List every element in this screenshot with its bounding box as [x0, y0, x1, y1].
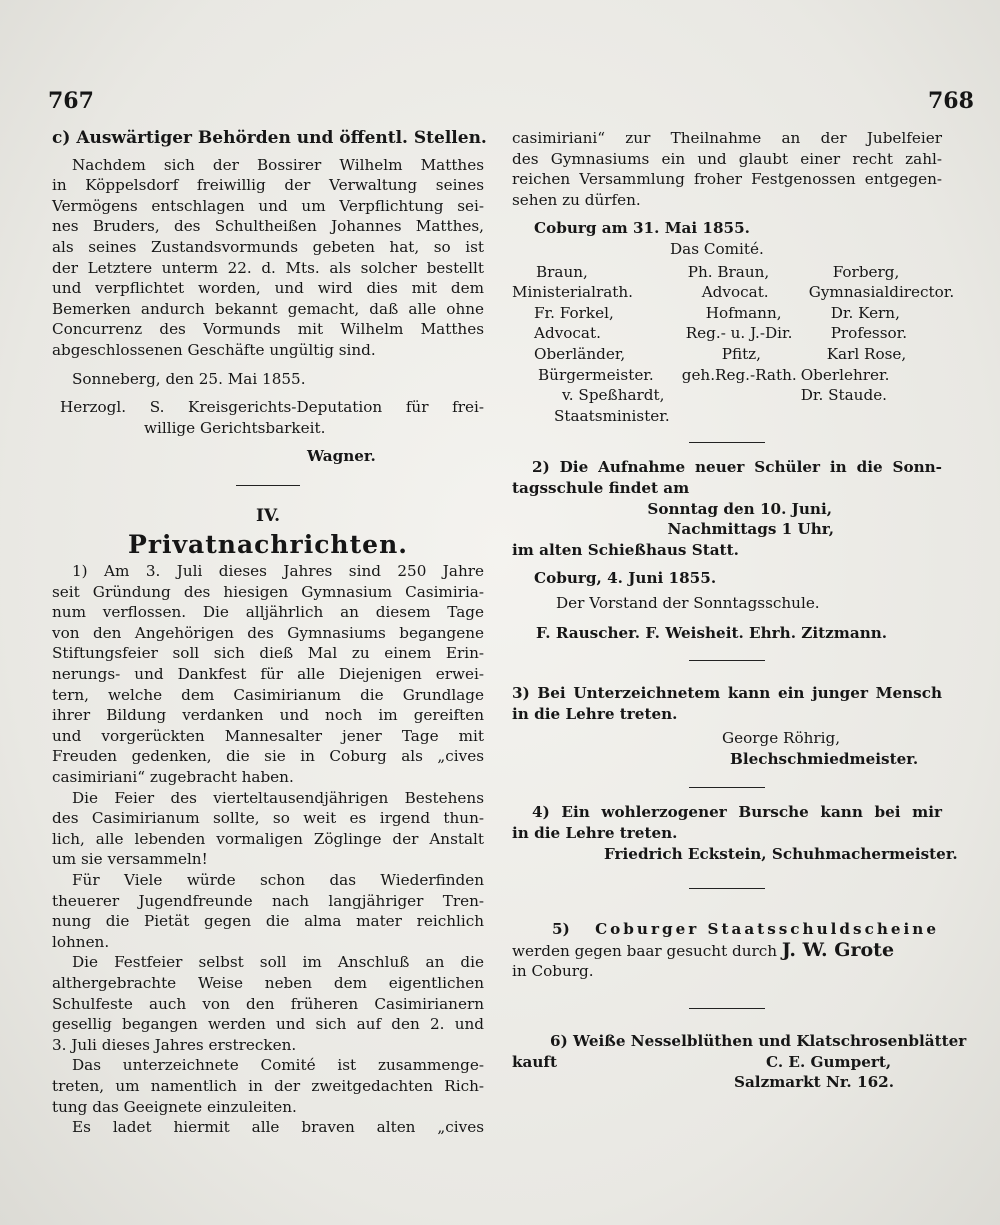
divider: [236, 485, 300, 486]
text-line: in die Lehre treten.: [512, 824, 678, 843]
committee-name: Fr. Forkel,: [534, 303, 614, 322]
section-title: Privatnachrichten.: [128, 529, 408, 559]
committee-name: Oberländer,: [534, 344, 626, 363]
signature: Friedrich Eckstein, Schuhmachermeister.: [604, 844, 958, 863]
committee-title: Advocat.: [534, 324, 601, 343]
continuation-text: [512, 128, 942, 210]
committee-name: Ph. Braun,: [687, 262, 770, 281]
committee-title: [797, 406, 955, 427]
text-line: Nachdem sich der Bossirer Wilhelm Matthes: [72, 155, 484, 174]
committee-list: [512, 262, 955, 427]
text-line: Das unterzeichnete Comité ist zusammenge-: [72, 1056, 484, 1075]
text-line: gesellig begangen werden und sich auf den 2. und: [52, 1015, 484, 1034]
text-line: und vorgerückten Mannesalter jener Tage mit: [52, 726, 484, 745]
text-line: des Gymnasiums ein und glaubt einer recht zahl-: [512, 149, 942, 168]
text-line: in die Lehre treten.: [512, 704, 678, 723]
place-date: Coburg, 4. Juni 1855.: [534, 569, 717, 588]
page-number-right: 768: [928, 88, 974, 114]
text-line: ihrer Bildung verdanken und noch im gereiften: [52, 706, 484, 725]
text-line: 2) Die Aufnahme neuer Schüler in die Sonn-: [532, 458, 942, 477]
text-line: [512, 1052, 942, 1073]
notice-sunday-school: [512, 457, 942, 560]
text-line: Freuden gedenken, die sie in Coburg als „cives: [52, 747, 484, 766]
text-line: lich, alle lebenden vormaligen Zöglinge der Anstalt: [52, 829, 484, 848]
committee-title: Professor.: [830, 324, 908, 343]
buyer-name: C. E. Gumpert,: [766, 1052, 892, 1071]
notice-gymnasium: [52, 561, 484, 1138]
committee-title: Staatsminister.: [554, 406, 670, 425]
page-number-left: 767: [48, 88, 94, 114]
text-line: als seines Zustandsvormunds gebeten hat, so ist: [52, 237, 484, 256]
notice-flowers: 6) Weiße Nesselblüthen und Klatschrosenblätter: [550, 1032, 967, 1050]
left-column: [52, 128, 487, 1138]
text-line: und verpflichtet worden, und wird dies mit dem: [52, 279, 484, 298]
text-line: treten, um namentlich in der zweitgedachten Rich-: [52, 1076, 484, 1095]
section-number: IV.: [255, 505, 281, 526]
dealer-name: J. W. Grote: [781, 938, 895, 961]
committee-name: v. Speßhardt,: [562, 386, 665, 405]
notice-number: 5): [552, 920, 570, 939]
text-line: casimiriani“ zur Theilnahme an der Jubelfeier: [512, 129, 942, 147]
text-line: Es ladet hiermit alle braven alten „cives: [72, 1118, 484, 1137]
committee-title: Reg.- u. J.-Dir.: [685, 324, 793, 343]
divider: [689, 442, 765, 443]
text-line: tung das Geeignete einzuleiten.: [52, 1097, 297, 1116]
text-line: des Casimirianum sollte, so weit es irgend thun-: [52, 809, 484, 828]
committee-name: Hofmann,: [705, 303, 782, 322]
text-line: von den Angehörigen des Gymnasiums begangene: [52, 623, 484, 642]
signature: Wagner.: [307, 447, 376, 466]
committee-title: geh.Reg.-Rath.: [681, 365, 797, 384]
text-line: abgeschlossenen Geschäfte ungültig sind.: [52, 340, 376, 359]
committee-title: Bürgermeister.: [538, 365, 654, 384]
text-line: 1) Am 3. Juli dieses Jahres sind 250 Jahre: [72, 562, 484, 581]
committee-name: Braun,: [536, 262, 588, 281]
text-line: tern, welche dem Casimirianum die Grundlage: [52, 685, 484, 704]
text-line: Die Festfeier selbst soll im Anschluß an die: [72, 953, 484, 972]
right-column: [512, 128, 967, 1093]
text-line: num verflossen. Die alljährlich an diesem Tage: [52, 603, 484, 622]
text-line: Für Viele würde schon das Wiederfinden: [72, 871, 484, 889]
committee-title: Gymnasialdirector.: [808, 283, 955, 302]
text-line: Sonntag den 10. Juni,: [647, 499, 832, 518]
text-line: nerungs- und Dankfest für alle Diejenigen erwei-: [52, 665, 484, 684]
text-line: Nachmittags 1 Uhr,: [667, 520, 834, 539]
text-line: um sie versammeln!: [52, 850, 208, 869]
committee-name: Pfitz,: [721, 344, 762, 363]
committee-name: Karl Rose,: [826, 344, 907, 363]
text-line: Stiftungsfeier soll sich dieß Mal zu einem Erin-: [52, 644, 484, 663]
divider: [689, 888, 765, 889]
text-line: 3. Juli dieses Jahres erstrecken.: [52, 1035, 297, 1054]
flowers-buyer-label: kauft: [512, 1052, 557, 1071]
committee-name: [670, 385, 797, 406]
place-date: Coburg am 31. Mai 1855.: [534, 219, 750, 238]
place-date: Sonneberg, den 25. Mai 1855.: [72, 369, 306, 388]
committee-title: Oberlehrer.: [800, 365, 890, 384]
bonds-heading: Coburger Staatsschuldscheine: [595, 920, 939, 939]
text-line: reichen Versammlung froher Festgenossen entgegen-: [512, 170, 942, 189]
bonds-text: werden gegen baar gesucht durch: [512, 941, 778, 960]
text-line: der Letztere unterm 22. d. Mts. als solcher bestellt: [52, 258, 484, 277]
signatures: F. Rauscher. F. Weisheit. Ehrh. Zitzmann.: [536, 624, 888, 643]
text-line: in Köppelsdorf freiwillig der Verwaltung seines: [52, 176, 484, 195]
divider: [689, 660, 765, 661]
notice-apprentice-2: [512, 802, 942, 843]
authority-line: willige Gerichtsbarkeit.: [144, 418, 326, 437]
divider: [689, 787, 765, 788]
committee-title: Advocat.: [701, 283, 769, 302]
committee-title: [670, 406, 797, 427]
notice-bonds: [512, 919, 942, 940]
committee-name: Dr. Kern,: [830, 303, 900, 322]
text-line: tagsschule findet am: [512, 478, 690, 497]
text-line: im alten Schießhaus Statt.: [512, 540, 739, 559]
text-line: Vermögens entschlagen und um Verpflichtung sei-: [52, 196, 484, 215]
text-line: seit Gründung des hiesigen Gymnasium Casimiria-: [52, 582, 484, 601]
text-line: casimiriani“ zugebracht haben.: [52, 768, 294, 787]
text-line: 4) Ein wohlerzogener Bursche kann bei mir: [532, 803, 942, 822]
authority-line: Herzogl. S. Kreisgerichts-Deputation für frei-: [60, 398, 484, 417]
text-line: lohnen.: [52, 932, 110, 951]
notice-matthes: [52, 155, 484, 361]
text-line: in Coburg.: [512, 962, 594, 981]
committee-name: Dr. Staude.: [800, 386, 888, 405]
text-line: althergebrachte Weise neben dem eigentlichen: [52, 973, 484, 992]
text-line: Concurrenz des Vormunds mit Wilhelm Matthes: [52, 320, 484, 339]
committee-heading: Das Comité.: [670, 239, 764, 258]
text-line: Bemerken andurch bekannt gemacht, daß alle ohne: [52, 299, 484, 318]
section-heading: c) Auswärtiger Behörden und öffentl. Stellen.: [52, 128, 487, 148]
committee-title: Ministerialrath.: [512, 283, 633, 302]
text-line: 3) Bei Unterzeichnetem kann ein junger Mensch: [512, 684, 942, 703]
committee-name: Forberg,: [832, 262, 900, 281]
board-name: Der Vorstand der Sonntagsschule.: [556, 593, 820, 612]
signature-name: George Röhrig,: [722, 729, 841, 748]
buyer-address: Salzmarkt Nr. 162.: [734, 1073, 894, 1092]
text-line: Schulfeste auch von den früheren Casimirianern: [52, 994, 484, 1013]
divider: [689, 1008, 765, 1009]
text-line: sehen zu dürfen.: [512, 190, 641, 209]
notice-apprentice-1: [512, 683, 942, 724]
text-line: [512, 940, 942, 962]
text-line: nung die Pietät gegen die alma mater reichlich: [52, 912, 484, 931]
text-line: Die Feier des vierteltausendjährigen Bestehens: [72, 788, 484, 807]
signature-trade: Blechschmiedmeister.: [730, 749, 919, 768]
text-line: nes Bruders, des Schultheißen Johannes Matthes,: [52, 217, 484, 236]
text-line: theuerer Jugendfreunde nach langjähriger Tren-: [52, 891, 484, 910]
